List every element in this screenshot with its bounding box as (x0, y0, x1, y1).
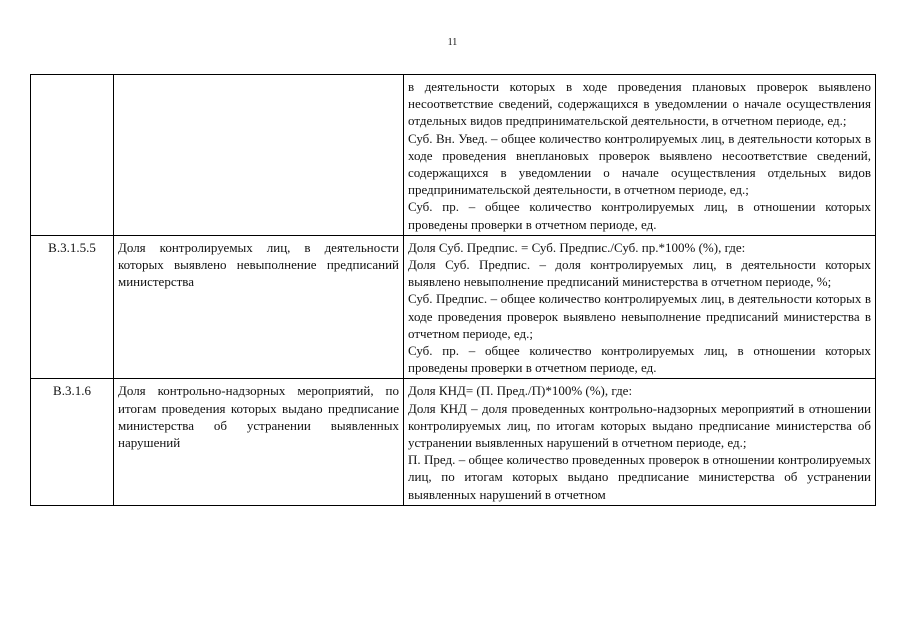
formula-paragraph: Доля Суб. Предпис. – доля контролируемых лиц, в деятельности которых выявлено невыполнение предписаний министерства в отчетном периоде, %; (408, 257, 871, 290)
formula-paragraph: Доля Суб. Предпис. = Суб. Предпис./Суб. пр.*100% (%), где: (408, 239, 746, 255)
indicator-name: Доля контролируемых лиц, в деятельности которых выявлено невыполнение предписаний министерства (114, 235, 404, 379)
formula-paragraph: Доля КНД= (П. Пред./П)*100% (%), где: (408, 383, 633, 399)
table-row (31, 379, 876, 505)
indicator-code (31, 75, 114, 236)
indicators-table (30, 74, 876, 506)
indicator-code: В.3.1.5.5 (31, 235, 114, 379)
formula-paragraph: Суб. пр. – общее количество контролируемых лиц, в отношении которых проведены проверки в отчетном периоде, ед. (408, 343, 871, 376)
formula-paragraph: Суб. пр. – общее количество контролируемых лиц, в отношении которых проведены проверки в отчетном периоде, ед. (408, 199, 871, 232)
formula-cell (404, 235, 876, 379)
formula-paragraph: Доля КНД – доля проведенных контрольно-надзорных мероприятий в отношении контролируемых лиц, по итогам которых выдано предписание министерства об устранении выявленных нарушений в отчетном периоде, ед.; (408, 400, 871, 451)
formula-paragraph: Суб. Вн. Увед. – общее количество контролируемых лиц, в деятельности которых в ходе проведения внеплановых проверок выявлено несоответствие сведений, содержащихся в уведомлении о начале осуществления отдельных видов предпринимательской деятельности, в отчетном периоде, ед.; (408, 130, 871, 198)
table-row (31, 235, 876, 379)
indicator-name: Доля контрольно-надзорных мероприятий, по итогам проведения которых выдано предписание министерства об устранении выявленных нарушений (114, 379, 404, 505)
indicator-code: В.3.1.6 (31, 379, 114, 505)
table-row (31, 75, 876, 236)
formula-cell (404, 379, 876, 505)
formula-cell (404, 75, 876, 236)
formula-paragraph: в деятельности которых в ходе проведения плановых проверок выявлено несоответствие сведений, содержащихся в уведомлении о начале осуществления отдельных видов предпринимательской деятельности, в отчетном периоде, ед.; (408, 79, 871, 129)
formula-paragraph: П. Пред. – общее количество проведенных проверок в отношении контролируемых лиц, по итогам которых выдано предписание министерства об устранении выявленных нарушений в отчетном (408, 452, 871, 502)
indicator-name (114, 75, 404, 236)
page-number: 11 (447, 37, 458, 48)
formula-paragraph: Суб. Предпис. – общее количество контролируемых лиц, в деятельности которых в ходе проведения проверок выявлено невыполнение предписаний министерства в отчетном периоде, ед.; (408, 291, 871, 341)
